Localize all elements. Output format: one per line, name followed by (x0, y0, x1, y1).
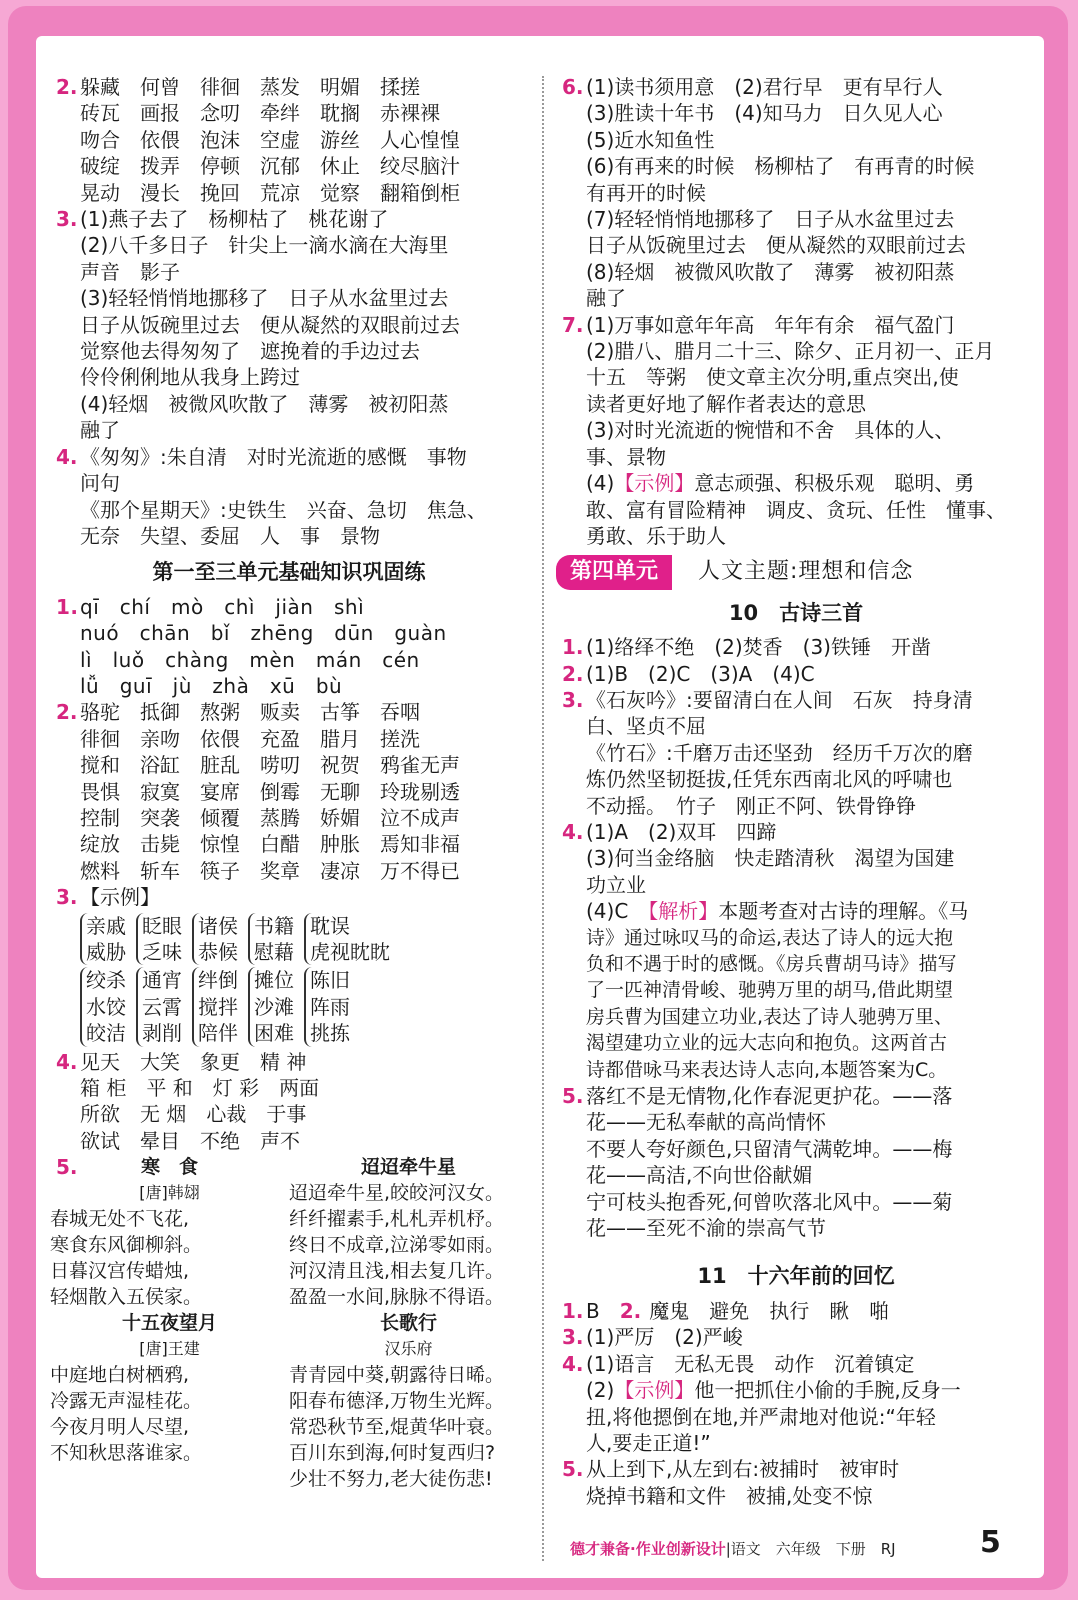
text-line: 纤纤擢素手,札札弄机杼。 (289, 1208, 505, 1231)
pinyin-lines (80, 594, 528, 700)
q-number: 3. (56, 885, 78, 910)
text-line: 晃动 漫长 挽回 荒凉 觉察 翻箱倒柜 (80, 180, 460, 205)
text-line: 阳春布德泽,万物生光辉。 (289, 1390, 505, 1413)
answer-text: (1)B (2)C (3)A (4)C (586, 661, 815, 686)
text-line: 功立业 (586, 872, 646, 897)
bracket-row-1 (80, 913, 528, 966)
bracket-word: 剥削 (142, 1021, 182, 1046)
l10-q5 (556, 1083, 1036, 1241)
q-number: 4. (562, 1351, 584, 1376)
bracket-word-group (248, 967, 294, 1046)
lesson-10-title: 10 古诗三首 (728, 600, 864, 625)
bracket-word: 乏味 (142, 940, 182, 964)
text-line: 寒食东风御柳斜。 (50, 1234, 203, 1257)
left-q4 (50, 444, 528, 550)
answer-lines (586, 312, 1036, 470)
bracket-word: 耽误 (310, 913, 350, 938)
bracket-word: 阵雨 (310, 994, 350, 1019)
poem-changgexing (289, 1310, 528, 1492)
poem-tiaotiao (289, 1154, 528, 1310)
text-line: 绽放 击毙 惊惶 白醋 肿胀 焉知非福 (80, 832, 460, 857)
text-line: 落红不是无情物,化作春泥更护花。——落 (586, 1084, 953, 1109)
bracket-word-group (136, 913, 182, 966)
bracket-word-group (136, 967, 182, 1046)
text-line: 日暮汉宫传蜡烛, (50, 1260, 190, 1283)
section-title: 第一至三单元基础知识巩固练 (152, 560, 426, 585)
text-line: 了一匹神清骨峻、驰骋万里的胡马,借此期望 (586, 979, 954, 1002)
text-line: 花——高洁,不向世俗献媚 (586, 1163, 813, 1188)
bracket-word-group (192, 913, 238, 966)
text-line: 宁可枝头抱香死,何曾吹落北风中。——菊 (586, 1189, 953, 1214)
q-number: 2. (619, 1298, 642, 1323)
bracket-word: 困难 (254, 1021, 294, 1046)
answer-lines (586, 1404, 1036, 1457)
q-number: 4. (56, 1049, 78, 1074)
text-line: 迢迢牵牛星,皎皎河汉女。 (289, 1182, 505, 1205)
text-line: 问句 (80, 471, 120, 496)
q-number: 2. (56, 75, 78, 99)
text-line: 负和不遇于时的感慨。《房兵曹胡马诗》描写 (586, 953, 957, 975)
q-number: 4. (56, 444, 78, 469)
text-line: 融了 (80, 418, 120, 443)
practice-q1 (50, 594, 528, 700)
l10-q3 (556, 687, 1036, 819)
bracket-word-group (304, 967, 350, 1046)
bracket-word-group (80, 967, 126, 1046)
text-line: (3)轻轻悄悄地挪移了 日子从水盆里过去 (80, 286, 449, 311)
answer-lines (586, 497, 1036, 550)
bracket-word: 陈旧 (310, 968, 350, 993)
answer-lines (586, 74, 1036, 312)
q-number: 2. (562, 661, 584, 686)
poem-author: [唐]王建 (139, 1339, 200, 1359)
page-number: 5 (980, 1525, 1001, 1560)
analysis-line (586, 898, 1036, 924)
left-q2 (50, 74, 528, 206)
text-line: (3)何当金络脑 快走踏清秋 渴望为国建 (586, 846, 955, 871)
poem-title: 长歌行 (379, 1312, 437, 1335)
text-line: 见天 大笑 象更 精 神 (80, 1049, 307, 1074)
text-line: 冷露无声湿桂花。 (50, 1390, 203, 1413)
poem-shiwuye (50, 1310, 289, 1492)
text-line: 诗》通过咏叹马的命运,表达了诗人的远大抱 (586, 926, 954, 949)
text-line: 常恐秋节至,焜黄华叶衰。 (289, 1416, 505, 1439)
bracket-row-2 (80, 967, 528, 1046)
paper (36, 36, 1044, 1578)
bracket-word: 眨眼 (142, 913, 182, 938)
example-label: 【示例】 (614, 1378, 695, 1403)
q-number: 7. (562, 312, 584, 337)
example-label: 【示例】 (80, 885, 160, 910)
right-q6 (556, 74, 1036, 312)
analysis-text: 本题考查对古诗的理解。《马 (718, 899, 969, 924)
q-number: 5. (56, 1155, 78, 1180)
unit-theme: 人文主题:理想和信念 (698, 559, 914, 585)
bracket-word: 沙滩 (254, 994, 294, 1019)
answer-lines (80, 74, 528, 206)
text-line: 诗都借咏马来表达诗人志向,本题答案为C。 (586, 1058, 948, 1081)
lesson-11-title: 11 十六年前的回忆 (697, 1264, 895, 1289)
analysis-label: 【解析】 (648, 899, 719, 924)
bracket-word: 搅拌 (198, 994, 238, 1019)
example-label: 【示例】 (614, 471, 695, 496)
q-number: 6. (562, 75, 584, 99)
l11-q4 (556, 1351, 1036, 1457)
bracket-word: 书籍 (254, 913, 294, 938)
poem-author: [唐]韩翃 (139, 1183, 200, 1203)
practice-q3 (50, 884, 528, 1046)
answer-lines (586, 819, 1036, 898)
text-line: (1)语言 无私无畏 动作 沉着镇定 (586, 1351, 915, 1376)
bracket-word: 绞杀 (86, 968, 126, 993)
text-line: 伶伶俐俐地从我身上跨过 (80, 365, 300, 390)
bracket-word: 水饺 (86, 994, 126, 1019)
text-line: 骆驼 抵御 熬粥 贩卖 古筝 吞咽 (80, 700, 420, 725)
text-line: 徘徊 亲吻 依偎 充盈 腊月 搓洗 (80, 726, 420, 751)
poem-lines (50, 1362, 289, 1466)
text-line: 声音 影子 (80, 259, 180, 284)
bracket-word: 陪伴 (198, 1021, 238, 1046)
q-number: 1. (562, 1298, 584, 1323)
q-number: 3. (56, 207, 78, 232)
text-line: 砖瓦 画报 念叨 牵绊 耽搁 赤裸裸 (80, 101, 440, 126)
text-line: 百川东到海,何时复西归? (289, 1442, 496, 1465)
text-line: 不动摇。 竹子 刚正不阿、铁骨铮铮 (586, 793, 916, 818)
text-line: 渴望建功立业的远大志向和抱负。这两首古 (586, 1032, 948, 1055)
text-line: 房兵曹为国建立功业,表达了诗人驰骋万里、 (586, 1005, 954, 1028)
l11-q5 (556, 1456, 1036, 1509)
text-line: (1)万事如意年年高 年年有余 福气盈门 (586, 312, 955, 337)
text-line: 欲试 晕目 不绝 声不 (80, 1128, 300, 1153)
q-number: 2. (56, 700, 78, 725)
l10-q4 (556, 819, 1036, 1083)
text-line: qī chí mò chì jiàn shì (80, 594, 365, 619)
bracket-word: 摊位 (254, 968, 294, 993)
practice-q5 (50, 1154, 528, 1492)
poem-title: 寒 食 (140, 1156, 198, 1179)
text-line: 躲藏 何曾 徘徊 蒸发 明媚 揉搓 (80, 75, 420, 99)
text-line: 河汉清且浅,相去复几许。 (289, 1260, 505, 1283)
text-line: lǚ guī jù zhà xū bù (80, 673, 343, 698)
right-column (556, 74, 1036, 1509)
example-text: 意志顽强、积极乐观 聪明、勇 (694, 471, 975, 496)
text-line: (2)八千多日子 针尖上一滴水滴在大海里 (80, 233, 449, 258)
sub-number: (4)C (586, 899, 629, 924)
practice-q4 (50, 1049, 528, 1155)
q-number: 4. (562, 819, 584, 844)
poem-author: 汉乐府 (384, 1339, 433, 1359)
text-line: (7)轻轻悄悄地挪移了 日子从水盆里过去 (586, 207, 955, 232)
text-line: nuó chān bǐ zhēng dūn guàn (80, 621, 447, 646)
footer-info: |语文 六年级 下册 RJ (725, 1540, 896, 1558)
text-line: 十五 等粥 使文章主次分明,重点突出,使 (586, 365, 959, 390)
answer-lines (586, 1351, 1036, 1377)
text-line: 日子从饭碗里过去 便从凝然的双眼前过去 (586, 233, 966, 258)
right-q7 (556, 312, 1036, 550)
text-line: (6)有再来的时候 杨柳枯了 有再青的时候 (586, 154, 975, 179)
text-line: 《石灰吟》:要留清白在人间 石灰 持身清 (586, 687, 973, 712)
text-line: 畏惧 寂寞 宴席 倒霉 无聊 玲珑剔透 (80, 779, 460, 804)
text-line: 无奈 失望、委屈 人 事 景物 (80, 523, 380, 548)
bracket-word-group (304, 913, 390, 966)
text-line: 燃料 斩车 筷子 奖章 凄凉 万不得已 (80, 858, 460, 883)
left-q3 (50, 206, 528, 444)
q-number: 3. (562, 687, 584, 712)
poem-hanshi (50, 1154, 289, 1310)
l11-q3 (556, 1324, 1036, 1350)
bracket-word-group (192, 967, 238, 1046)
bracket-word: 云霄 (142, 994, 182, 1019)
text-line: 《竹石》:千磨万击还坚劲 经历千万次的磨 (586, 740, 973, 765)
bracket-word: 绊倒 (198, 968, 238, 993)
text-line: 敢、富有冒险精神 调皮、贪玩、任性 懂事、 (586, 497, 1006, 522)
text-line: 少壮不努力,老大徒伤悲! (289, 1468, 493, 1491)
answer-lines (586, 1456, 1036, 1509)
example-line (586, 1377, 1036, 1403)
text-line: lì luǒ chàng mèn mán cén (80, 647, 420, 672)
text-line: 日子从饭碗里过去 便从凝然的双眼前过去 (80, 312, 460, 337)
text-line: 扭,将他摁倒在地,并严肃地对他说:“年轻 (586, 1404, 936, 1429)
text-line: 中庭地白树栖鸦, (50, 1364, 190, 1387)
l11-q1-q2 (556, 1298, 1036, 1324)
text-line: 花——无私奉献的高尚情怀 (586, 1110, 826, 1135)
text-line: 融了 (586, 286, 626, 311)
bracket-word-group (80, 913, 126, 966)
bracket-word: 挑拣 (310, 1021, 350, 1046)
example-text: 他一把抓住小偷的手腕,反身一 (694, 1378, 961, 1403)
example-line (586, 470, 1036, 496)
text-line: (1)燕子去了 杨柳枯了 桃花谢了 (80, 207, 389, 232)
analysis-lines (586, 925, 1036, 1083)
q-number: 5. (562, 1084, 584, 1109)
text-line: 控制 突袭 倾覆 蒸腾 娇媚 泣不成声 (80, 805, 460, 830)
bracket-word: 诸侯 (198, 913, 238, 938)
q-number: 5. (562, 1457, 584, 1482)
poem-row-2 (50, 1310, 528, 1492)
text-line: 今夜月明人尽望, (50, 1416, 190, 1439)
text-line: 轻烟散入五侯家。 (50, 1286, 203, 1309)
bracket-word: 亲戚 (86, 913, 126, 938)
poem-row-1 (50, 1154, 528, 1310)
bracket-word: 威胁 (86, 940, 126, 964)
unit-header (556, 555, 1036, 589)
sub-number: (4) (586, 471, 615, 496)
bracket-word: 通宵 (142, 968, 182, 993)
text-line: 青青园中葵,朝露待日晞。 (289, 1364, 505, 1387)
poem-title: 迢迢牵牛星 (360, 1156, 456, 1179)
text-line: 有再开的时候 (586, 180, 706, 205)
text-line: 人,要走正道!” (586, 1430, 711, 1455)
text-line: 盈盈一水间,脉脉不得语。 (289, 1286, 505, 1309)
text-line: 从上到下,从左到右:被捕时 被审时 (586, 1457, 900, 1482)
text-line: (3)胜读十年书 (4)知马力 日久见人心 (586, 101, 943, 126)
poem-lines (289, 1180, 528, 1310)
footer-brand: 德才兼备·作业创新设计 (570, 1540, 726, 1558)
text-line: 烧掉书籍和文件 被捕,处变不惊 (586, 1483, 873, 1508)
answer-lines (586, 687, 1036, 819)
l10-q1 (556, 634, 1036, 660)
text-line: 勇敢、乐于助人 (586, 523, 726, 548)
bracket-word: 皎洁 (86, 1021, 126, 1046)
q-number: 1. (562, 635, 584, 660)
text-line: (1)读书须用意 (2)君行早 更有早行人 (586, 75, 943, 99)
text-line: (5)近水知鱼性 (586, 127, 715, 152)
idiom-lines (80, 1049, 528, 1155)
text-line: 事、景物 (586, 444, 666, 469)
text-line: 终日不成章,泣涕零如雨。 (289, 1234, 505, 1257)
text-line: 吻合 依偎 泡沫 空虚 游丝 人心惶惶 (80, 127, 460, 152)
text-line: 春城无处不飞花, (50, 1208, 190, 1231)
text-line: 所欲 无 烟 心裁 于事 (80, 1102, 307, 1127)
text-line: 不要人夸好颜色,只留清气满乾坤。——梅 (586, 1136, 953, 1161)
text-line: 破绽 拨弄 停顿 沉郁 休止 绞尽脑汁 (80, 154, 460, 179)
bracket-word-group (248, 913, 294, 966)
text-line: 觉察他去得匆匆了 遮挽着的手边过去 (80, 339, 420, 364)
practice-q2 (50, 699, 528, 884)
answer-text: 魔鬼 避免 执行 瞅 啪 (649, 1298, 890, 1323)
answer-text: B (586, 1298, 600, 1323)
answer-lines (80, 206, 528, 444)
text-line: 读者更好地了解作者表达的意思 (586, 391, 866, 416)
poem-lines (289, 1362, 528, 1492)
answer-text: (1)络绎不绝 (2)焚香 (3)铁锤 开凿 (586, 635, 931, 660)
text-line: (3)对时光流逝的惋惜和不舍 具体的人、 (586, 418, 955, 443)
column-divider (542, 76, 544, 1561)
poem-lines (50, 1206, 289, 1310)
footer (570, 1538, 896, 1559)
text-line: 不知秋思落谁家。 (50, 1442, 203, 1465)
text-line: 《匆匆》:朱自清 对时光流逝的感慨 事物 (80, 444, 467, 469)
text-line: 箱 柜 平 和 灯 彩 两面 (80, 1076, 320, 1101)
text-line: (2)腊八、腊月二十三、除夕、正月初一、正月 (586, 339, 995, 364)
left-column (50, 74, 528, 1492)
answer-lines (586, 1083, 1036, 1241)
q-number: 1. (56, 594, 79, 619)
word-lines (80, 699, 528, 884)
poem-title: 十五夜望月 (121, 1312, 217, 1335)
text-line: 《那个星期天》:史铁生 兴奋、急切 焦急、 (80, 497, 487, 522)
text-line: 搅和 浴缸 脏乱 唠叨 祝贺 鸦雀无声 (80, 753, 460, 778)
answer-text: (1)严厉 (2)严峻 (586, 1325, 743, 1350)
text-line: (8)轻烟 被微风吹散了 薄雾 被初阳蒸 (586, 259, 955, 284)
text-line: (4)轻烟 被微风吹散了 薄雾 被初阳蒸 (80, 391, 449, 416)
q-number: 3. (562, 1325, 584, 1350)
text-line: 花——至死不渝的崇高气节 (586, 1216, 826, 1241)
l10-q2 (556, 661, 1036, 687)
bracket-word: 虎视眈眈 (310, 940, 390, 964)
unit-tag: 第四单元 (556, 555, 672, 589)
sub-number: (2) (586, 1378, 615, 1403)
text-line: 炼仍然坚韧挺拔,任凭东西南北风的呼啸也 (586, 767, 953, 792)
answer-lines (80, 444, 528, 550)
text-line: 白、坚贞不屈 (586, 714, 706, 739)
bracket-word: 慰藉 (254, 940, 294, 964)
text-line: (1)A (2)双耳 四蹄 (586, 819, 777, 844)
bracket-word: 恭候 (198, 940, 238, 964)
